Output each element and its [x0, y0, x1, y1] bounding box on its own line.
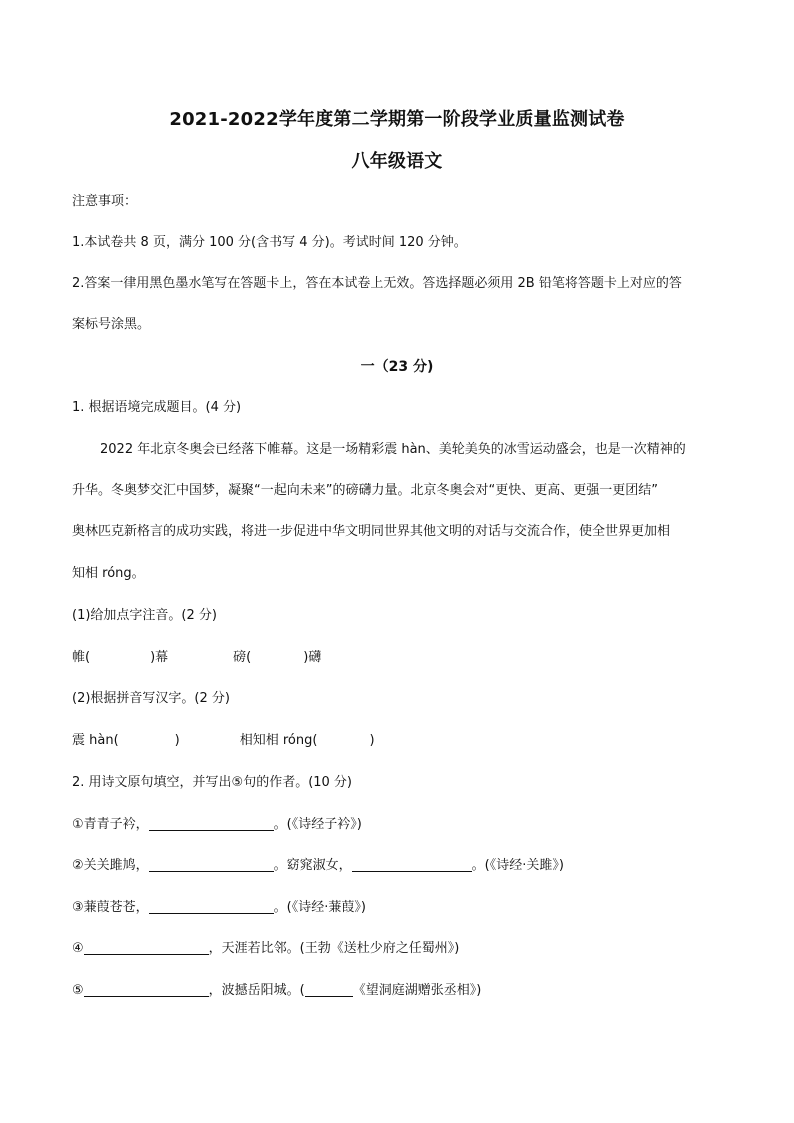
poem-line-5: [72, 981, 481, 1001]
word-zhenhan-suffix: ): [174, 733, 180, 748]
poem-line-4-suffix: ，天涯若比邻。(王勃《送杜少府之任蜀州》): [208, 941, 460, 956]
poem-line-2: [72, 856, 564, 876]
poem-line-5-middle: ，波撼岳阳城。(: [208, 983, 305, 998]
word-rong-suffix: ): [369, 733, 375, 748]
word-wei-suffix: )幕: [150, 650, 169, 665]
notes-heading: 注意事项：: [72, 194, 138, 209]
poem-line-3-prefix: ③蒹葭苍苍，: [72, 900, 149, 915]
question-1-sub-1: (1)给加点字注音。(2 分): [72, 608, 217, 623]
fill-blank-1[interactable]: [149, 816, 274, 831]
poem-line-4-prefix: ④: [72, 941, 84, 956]
fill-blank-4[interactable]: [84, 940, 209, 955]
poem-line-2-suffix: 。(《诗经·关雎》): [471, 858, 564, 873]
passage-line-1: 2022 年北京冬奥会已经落下帷幕。这是一场精彩震 hàn、美轮美奂的冰雪运动盛会，也是一次精神的: [100, 442, 686, 457]
fill-blank-author[interactable]: [305, 982, 353, 997]
pinyin-answer-row: [72, 648, 321, 668]
poem-line-2-middle: 。窈窕淑女，: [273, 858, 352, 873]
word-wei-prefix: 帷(: [72, 650, 91, 665]
word-rong-prefix: 相知相 róng(: [239, 733, 318, 748]
poem-line-4: [72, 939, 459, 959]
exam-subtitle: 八年级语文: [351, 151, 443, 172]
question-2-stem: 2. 用诗文原句填空，并写出⑤句的作者。(10 分): [72, 775, 353, 790]
word-zhenhan-prefix: 震 hàn(: [72, 733, 119, 748]
word-pang-suffix: )礴: [303, 650, 322, 665]
notes-item-1: 1.本试卷共 8 页，满分 100 分(含书写 4 分)。考试时间 120 分钟。: [72, 235, 467, 250]
notes-item-2-line-2: 案标号涂黑。: [72, 317, 151, 332]
notes-item-2-line-1: 2.答案一律用黑色墨水笔写在答题卡上，答在本试卷上无效。答选择题必须用 2B 铅笔将答题卡上对应的答: [72, 276, 682, 291]
question-1-stem: 1. 根据语境完成题目。(4 分): [72, 400, 242, 415]
section-heading: 一（23 分): [360, 359, 434, 375]
question-1-sub-2: (2)根据拼音写汉字。(2 分): [72, 691, 230, 706]
poem-line-5-suffix: 《望洞庭湖赠张丞相》): [352, 983, 482, 998]
fill-blank-2a[interactable]: [149, 857, 274, 872]
hanzi-answer-row: [72, 731, 375, 751]
exam-title: 2021-2022学年度第二学期第一阶段学业质量监测试卷: [169, 109, 625, 130]
fill-blank-3[interactable]: [149, 899, 274, 914]
fill-blank-5[interactable]: [84, 982, 209, 997]
poem-line-2-prefix: ②关关雎鸠，: [72, 858, 149, 873]
poem-line-1: [72, 815, 362, 835]
poem-line-1-prefix: ①青青子衿，: [72, 817, 149, 832]
poem-line-1-suffix: 。(《诗经子衿》): [273, 817, 362, 832]
passage-line-4: 知相 róng。: [72, 566, 145, 581]
word-pang-prefix: 磅(: [233, 650, 252, 665]
fill-blank-2b[interactable]: [352, 857, 472, 872]
passage-line-3: 奥林匹克新格言的成功实践，将进一步促进中华文明同世界其他文明的对话与交流合作，使全世界更加相: [72, 524, 671, 539]
poem-line-3-suffix: 。(《诗经·蒹葭》): [273, 900, 366, 915]
poem-line-3: [72, 898, 366, 918]
passage-line-2: 升华。冬奥梦交汇中国梦，凝聚“一起向未来”的磅礴力量。北京冬奥会对“更快、更高、更强一更团结”: [72, 483, 658, 498]
poem-line-5-prefix: ⑤: [72, 983, 84, 998]
